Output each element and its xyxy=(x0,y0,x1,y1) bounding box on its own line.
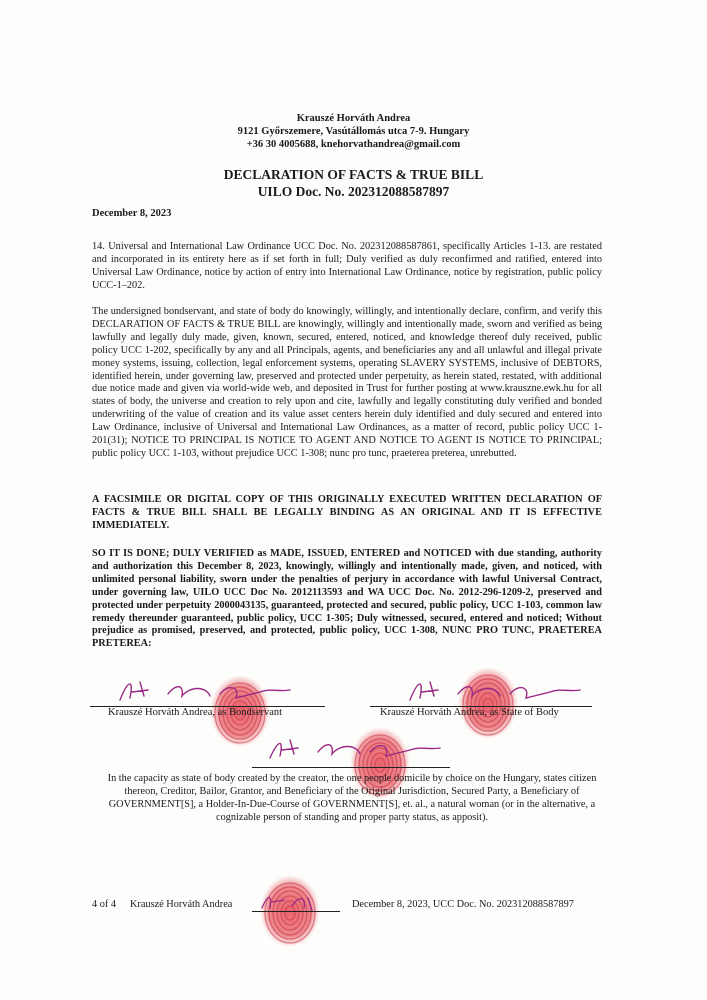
title-line-1: DECLARATION OF FACTS & TRUE BILL xyxy=(223,167,484,182)
author-contact: +36 30 4005688, knehorvathandrea@gmail.com xyxy=(246,139,461,150)
footer-page-number: 4 of 4 xyxy=(92,899,117,910)
footer-date-doc: December 8, 2023, UCC Doc. No. 202312088587897 xyxy=(352,899,574,910)
handwritten-signature xyxy=(260,732,450,770)
footer-signature-line xyxy=(252,911,340,912)
paragraph-1: 14. Universal and International Law Ordinance UCC Doc. No. 202312088587861, specifically Articles 1-13. are restated and incorporated in its entirety here as if set forth in full; Duly verified as duly reconfirmed and ratified, entered into Universal Law Ordinance, notice by action of entry into International Law Ordinance, notice by registration, public policy UCC-1–202. xyxy=(92,241,602,291)
state-of-body-label: Krauszé Horváth Andrea, as State of Body xyxy=(380,707,559,718)
paragraph-3: A FACSIMILE OR DIGITAL COPY OF THIS ORIGINALLY EXECUTED WRITTEN DECLARATION OF FACTS & TRUE BILL SHALL BE LEGALLY BINDING AS AN ORIGINAL AND IT IS EFFECTIVE IMMEDIATELY. xyxy=(92,494,602,531)
paragraph-4: SO IT IS DONE; DULY VERIFIED as MADE, ISSUED, ENTERED and NOTICED with due standing, authority and authorization this December 8, 2023, knowingly, willingly and intentionally made, given, and noticed, with unlimited personal liability, sworn under the penalties of perjury in accordance with lawful Universal Contract, under governing law, UILO UCC Doc No. 2012113593 and WA UCC Doc. No. 2012-296-1209-2, preserved and protected under perpetuity 2000043135, guaranteed, protected and secured, public policy, UCC 1-103, common law remedy thereunder guaranteed, public policy, UCC 1-305; Duly witnessed, secured, entered and noticed; Without prejudice as promised, preserved, and protected, public policy, UCC 1-308, NUNC PRO TUNC, PRAETEREA PRETEREA: xyxy=(92,548,602,650)
signature-line-center xyxy=(252,767,450,768)
letterhead xyxy=(0,112,707,151)
footer-name: Krauszé Horváth Andrea xyxy=(130,899,233,910)
document-title xyxy=(0,166,707,200)
document-date: December 8, 2023 xyxy=(92,208,172,219)
author-address: 9121 Győrszemere, Vasútállomás utca 7-9. Hungary xyxy=(237,126,470,137)
paragraph-2: The undersigned bondservant, and state of body do knowingly, willingly, and intentionally declare, confirm, and verify this DECLARATION OF FACTS & TRUE BILL are knowingly, willingly and intentionally made, sworn and verified as being lawfully and legally duly made, given, known, secured, entered, noticed, and knowledge thereof duly received, public policy UCC 1-202, specifically by any and all Principals, agents, and beneficiaries any and all unlawful and illegal private money systems, issuing, collection, legal enforcement systems, operating SLAVERY SYSTEMS, inclusive of DEBTORS, identified herein, under governing law, preserved and protected under perpetuity, as herein stated, restated, with additional due notice made and given via world-wide web, and deposited in Trust for further posting at www.krauszne.ewk.hu for all states of body, the universe and creation to rely upon and cite, lawfully and legally constituting duly verified and bonded underwriting of the value of creation and its value asset centers herein duly identified and duly secured and entered into Law Ordinance, inclusive of Universal and International Law Ordinances, as a matter of record, public policy UCC 1-201(31); NOTICE TO PRINCIPAL IS NOTICE TO AGENT AND NOTICE TO AGENT IS NOTICE TO PRINCIPAL; public policy UCC 1-103, without prejudice UCC 1-308; nunc pro tunc, praeterea preterea, unrebutted. xyxy=(92,306,602,459)
bondservant-label: Krauszé Horváth Andrea, as Bondservant xyxy=(108,707,283,718)
title-line-2: UILO Doc. No. 202312088587897 xyxy=(257,184,450,199)
author-name: Krauszé Horváth Andrea xyxy=(296,113,411,124)
capacity-statement: In the capacity as state of body created by the creator, the one people domicile by choice on the Hungary, states citizen thereon, Creditor, Bailor, Grantor, and Beneficiary of the Original Jurisdiction, Secured Party, a Beneficiary of GOVERNMENT[S], a Holder-In-Due-Course of GOVERNMENT[S], et. al., a natural woman (or in the alternative, a cognizable person of standing and proper party status, as apposit). xyxy=(107,773,597,823)
